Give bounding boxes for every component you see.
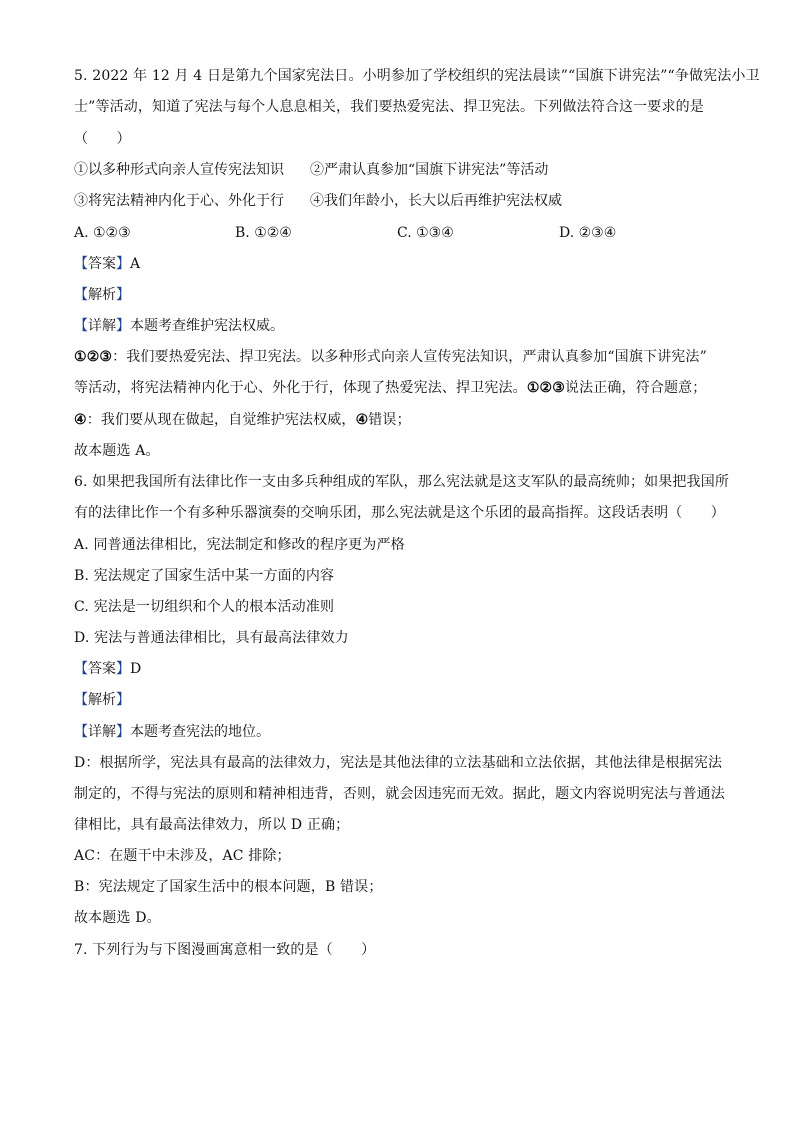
q5-option-c: C. ①③④ bbox=[397, 225, 454, 241]
q6-explanation-line-5: B：宪法规定了国家生活中的根本问题，B 错误； bbox=[74, 879, 383, 895]
q6-analysis-row bbox=[74, 690, 130, 710]
q5-exp3-text-d: 错误； bbox=[368, 412, 411, 428]
right-bracket-glyph: 】 bbox=[116, 318, 130, 334]
right-bracket-glyph: 】 bbox=[116, 661, 130, 677]
left-bracket-glyph: 【 bbox=[74, 287, 88, 303]
q7-stem: 7. 下列行为与下图漫画寓意相一致的是（ ） bbox=[74, 942, 376, 958]
right-bracket-glyph: 】 bbox=[116, 692, 130, 708]
q5-option-a: A. ①②③ bbox=[74, 225, 131, 241]
q5-answer-tag: 答案 bbox=[88, 256, 116, 272]
q6-answer-row bbox=[74, 659, 141, 679]
q5-stem-line-1: 5. 2022 年 12 月 4 日是第九个国家宪法日。小明参加了学校组织的宪法晨读”“国旗下讲宪法”“争做宪法小卫 bbox=[74, 68, 760, 84]
left-bracket-glyph: 【 bbox=[74, 318, 88, 334]
q5-statement-1: ①以多种形式向亲人宣传宪法知识 bbox=[74, 162, 284, 178]
q5-exp2-marker: ①②③ bbox=[526, 380, 565, 396]
q5-statement-2: ②严肃认真参加“国旗下讲宪法”等活动 bbox=[310, 162, 549, 178]
q5-exp3-text-b: ：我们要从现在做起，自觉维护宪法权威， bbox=[86, 412, 356, 428]
q6-explanation-line-2: 制定的，不得与宪法的原则和精神相违背，否则，就会因违宪而无效。据此，题文内容说明宪法与普通法 bbox=[74, 786, 725, 802]
q6-answer-tag: 答案 bbox=[88, 661, 116, 677]
q5-answer-row bbox=[74, 254, 140, 274]
q5-exp3-marker: ④ bbox=[74, 412, 87, 428]
q6-detail-text: 本题考查宪法的地位。 bbox=[130, 724, 270, 740]
q6-stem-line-1: 6. 如果把我国所有法律比作一支由多兵种组成的军队，那么宪法就是这支军队的最高统帅；如果把我国所 bbox=[74, 474, 730, 490]
q5-statement-4: ④我们年龄小，长大以后再维护宪法权威 bbox=[310, 193, 562, 209]
q6-detail-row bbox=[74, 722, 270, 742]
right-bracket-glyph: 】 bbox=[116, 724, 130, 740]
q5-analysis-tag: 解析 bbox=[88, 287, 116, 303]
q6-option-b: B. 宪法规定了国家生活中某一方面的内容 bbox=[74, 568, 335, 584]
q5-explanation-line-1 bbox=[74, 347, 707, 367]
q6-explanation-line-3: 律相比，具有最高法律效力，所以 D 正确； bbox=[74, 817, 350, 833]
q6-option-d: D. 宪法与普通法律相比，具有最高法律效力 bbox=[74, 630, 349, 646]
q5-stem-line-2: 士”等活动，知道了宪法与每个人息息相关，我们要热爱宪法、捍卫宪法。下列做法符合这一要求的是 bbox=[74, 99, 704, 115]
q5-detail-text: 本题考查维护宪法权威。 bbox=[130, 318, 284, 334]
q6-detail-tag: 详解 bbox=[88, 724, 116, 740]
q5-statement-3: ③将宪法精神内化于心、外化于行 bbox=[74, 193, 284, 209]
q6-analysis-tag: 解析 bbox=[88, 692, 116, 708]
q5-exp2-text-a: 等活动，将宪法精神内化于心、外化于行，体现了热爱宪法、捍卫宪法。 bbox=[74, 380, 527, 396]
q5-stem-line-3: （ ） bbox=[74, 131, 131, 147]
q5-detail-row bbox=[74, 316, 284, 336]
q5-answer-value: A bbox=[130, 256, 141, 272]
q6-answer-value: D bbox=[130, 661, 142, 677]
left-bracket-glyph: 【 bbox=[74, 692, 88, 708]
q5-exp3-marker-2: ④ bbox=[355, 412, 369, 428]
q5-exp2-text-c: 说法正确，符合题意； bbox=[564, 380, 707, 396]
q6-explanation-line-4: AC：在题干中未涉及，AC 排除； bbox=[74, 848, 291, 864]
q5-analysis-row bbox=[74, 285, 130, 305]
left-bracket-glyph: 【 bbox=[74, 724, 88, 740]
q5-explanation-line-3 bbox=[74, 410, 411, 430]
q5-conclusion: 故本题选 A。 bbox=[74, 443, 160, 459]
q5-exp1-marker: ①②③ bbox=[74, 349, 113, 365]
q6-stem-line-2: 有的法律比作一个有多种乐器演奏的交响乐团，那么宪法就是这个乐团的最高指挥。这段话表明（ ） bbox=[74, 505, 725, 521]
q5-exp1-text: ：我们要热爱宪法、捍卫宪法。以多种形式向亲人宣传宪法知识，严肃认真参加“国旗下讲宪法” bbox=[112, 349, 707, 365]
q5-option-d: D. ②③④ bbox=[559, 225, 617, 241]
q5-detail-tag: 详解 bbox=[88, 318, 116, 334]
left-bracket-glyph: 【 bbox=[74, 661, 88, 677]
q6-option-c: C. 宪法是一切组织和个人的根本活动准则 bbox=[74, 599, 335, 615]
right-bracket-glyph: 】 bbox=[116, 287, 130, 303]
right-bracket-glyph: 】 bbox=[116, 256, 130, 272]
q5-option-b: B. ①②④ bbox=[235, 225, 292, 241]
q6-conclusion: 故本题选 D。 bbox=[74, 910, 161, 926]
q6-option-a: A. 同普通法律相比，宪法制定和修改的程序更为严格 bbox=[74, 537, 405, 553]
q6-explanation-line-1: D：根据所学，宪法具有最高的法律效力，宪法是其他法律的立法基础和立法依据，其他法律是根据宪法 bbox=[74, 755, 723, 771]
left-bracket-glyph: 【 bbox=[74, 256, 88, 272]
q5-explanation-line-2 bbox=[74, 378, 706, 398]
